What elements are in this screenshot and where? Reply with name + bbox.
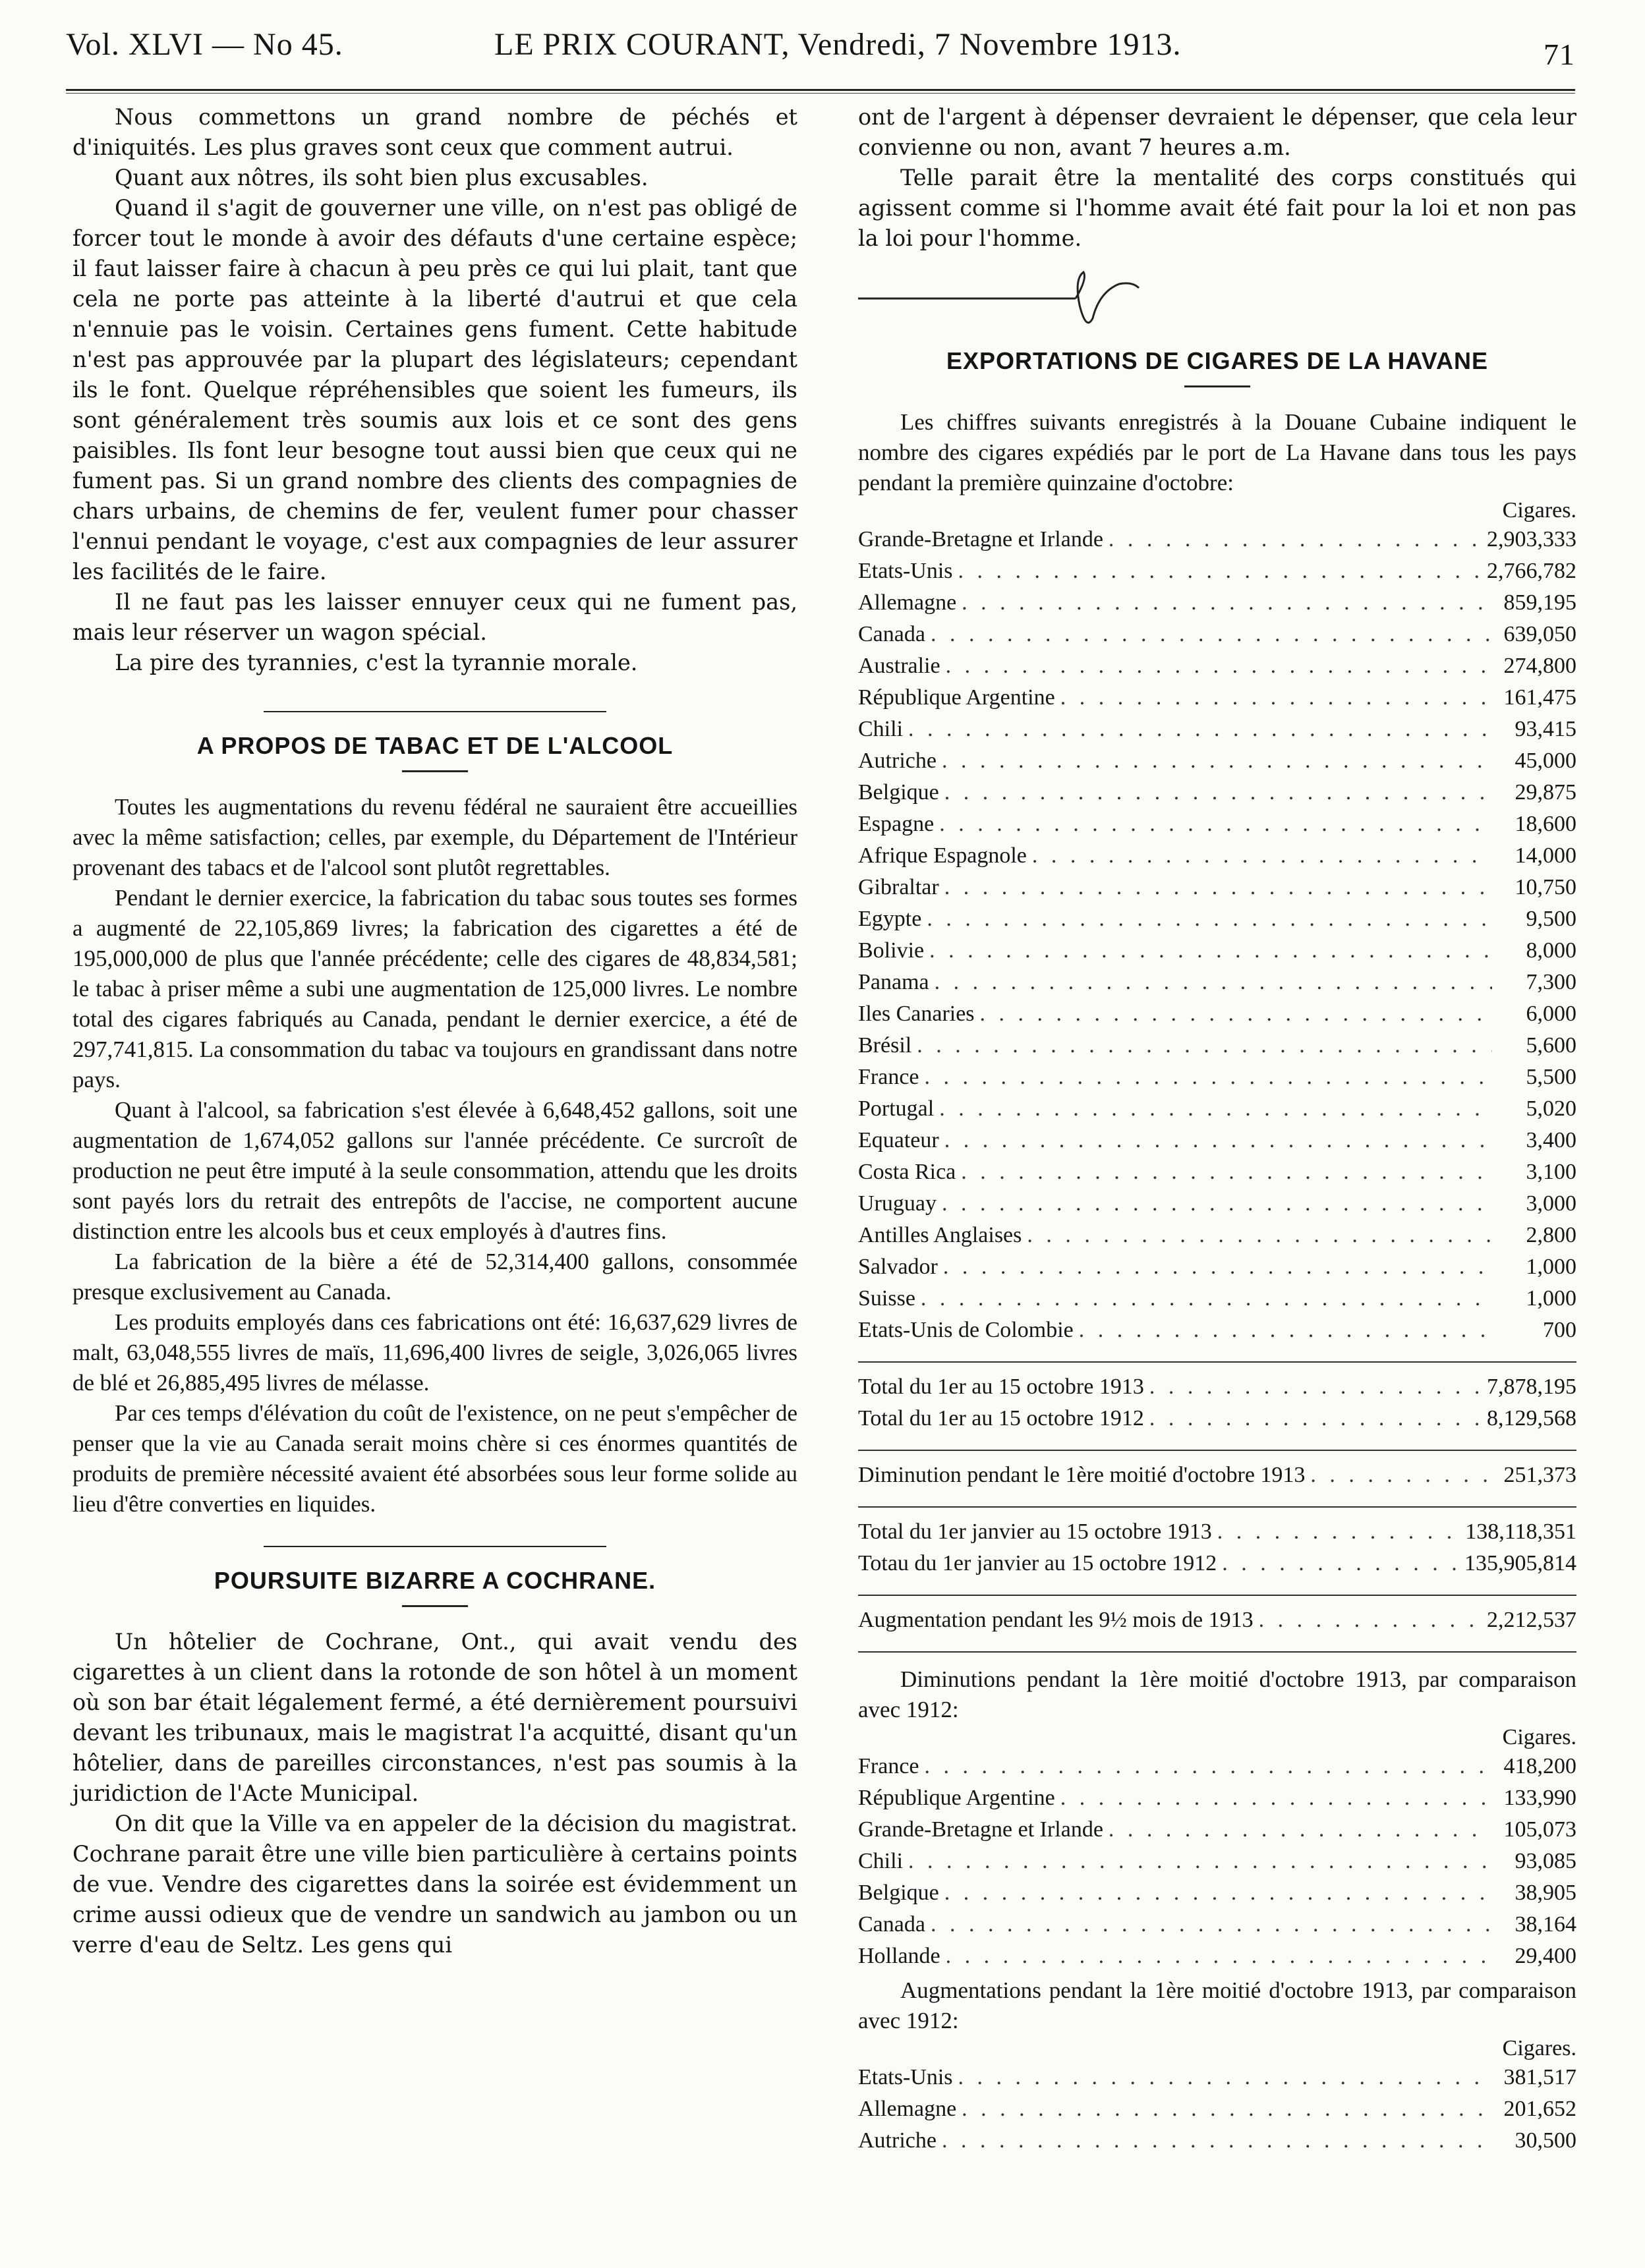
table-row xyxy=(858,590,1576,622)
section-divider xyxy=(264,711,606,712)
row-label: Equateur xyxy=(858,1128,939,1152)
leader-dots xyxy=(939,812,1492,837)
leader-dots xyxy=(944,780,1492,805)
row-value: 45,000 xyxy=(1515,749,1576,773)
leader-dots xyxy=(958,2065,1492,2090)
table-row xyxy=(858,717,1576,749)
table-row xyxy=(858,2128,1576,2160)
leader-dots xyxy=(1027,1223,1492,1248)
row-value: 7,878,195 xyxy=(1487,1375,1576,1399)
exports-table xyxy=(858,498,1576,1349)
row-label: Iles Canaries xyxy=(858,1002,975,1026)
totals-table xyxy=(858,1375,1576,1438)
table-row xyxy=(858,1817,1576,1849)
title-underline xyxy=(1184,385,1250,387)
row-label: Egypte xyxy=(858,907,922,931)
table-row xyxy=(858,1255,1576,1286)
table-row xyxy=(858,907,1576,938)
header-rule xyxy=(66,89,1575,91)
row-value: 2,800 xyxy=(1526,1223,1576,1247)
leader-dots xyxy=(1109,527,1482,552)
row-label: Bolivie xyxy=(858,938,925,963)
leader-dots xyxy=(944,1881,1492,1906)
row-label: Afrique Espagnole xyxy=(858,843,1027,868)
row-value: 38,905 xyxy=(1515,1881,1576,1905)
paragraph: Toutes les augmentations du revenu fédéral ne sauraient être accueillies avec la même satisfaction; celles, par exemple, du Département de l'Intérieur provenant des tabacs et de l'alcool sont plutôt regrettables. xyxy=(72,794,797,880)
paragraph: Il ne faut pas les laisser ennuyer ceux qui ne fument pas, mais leur réserver un wagon spécial. xyxy=(72,589,797,645)
table-row xyxy=(858,1463,1576,1494)
table-row xyxy=(858,1160,1576,1191)
row-value: 14,000 xyxy=(1515,843,1576,868)
table-row xyxy=(858,938,1576,970)
table-rule xyxy=(858,1595,1576,1596)
leader-dots xyxy=(931,1912,1492,1937)
paragraph: Les produits employés dans ces fabrications ont été: 16,637,629 livres de malt, 63,048,555 livres de maïs, 11,696,400 livres de seigle, 3,026,065 livres de blé et 26,885,495 livres de mélasse. xyxy=(72,1309,797,1396)
row-value: 3,400 xyxy=(1526,1128,1576,1152)
row-value: 201,652 xyxy=(1503,2097,1576,2121)
row-value: 859,195 xyxy=(1503,590,1576,615)
leader-dots xyxy=(1060,1786,1492,1811)
paragraph: Quant aux nôtres, ils soht bien plus excusables. xyxy=(115,165,649,190)
leader-dots xyxy=(942,2128,1492,2153)
table-row xyxy=(858,685,1576,717)
leader-dots xyxy=(917,1033,1492,1058)
paragraph: Nous commettons un grand nombre de péchés et d'iniquités. Les plus graves sont ceux que comment autrui. xyxy=(72,104,797,160)
table-row xyxy=(858,1881,1576,1912)
augmentation-table xyxy=(858,1608,1576,1639)
table-row xyxy=(858,875,1576,907)
row-value: 8,129,568 xyxy=(1487,1406,1576,1431)
left-column xyxy=(72,102,797,1960)
leader-dots xyxy=(1149,1375,1482,1400)
augmentations-table xyxy=(858,2036,1576,2160)
paragraph: Les chiffres suivants enregistrés à la Douane Cubaine indiquent le nombre des cigares expédiés par le port de La Havane dans tous les pays pendant la première quinzaine d'octobre: xyxy=(858,409,1576,496)
leader-dots xyxy=(1032,843,1492,868)
table-rule xyxy=(858,1506,1576,1508)
leader-dots xyxy=(962,590,1492,615)
paragraph: Quant à l'alcool, sa fabrication s'est élevée à 6,648,452 gallons, soit une augmentation de 1,674,052 gallons sur l'année précédente. Ce surcroît de production ne peut être imputé à la seule consommation, attendu que les droits sont payés lors du retrait des entrepôts de l'accise, ne comportent aucune distinction entre les alcools bus et ceux employés à d'autres fins. xyxy=(72,1097,797,1244)
table-row xyxy=(858,1375,1576,1406)
table-row xyxy=(858,622,1576,654)
leader-dots xyxy=(1060,685,1492,710)
row-label: Diminution pendant le 1ère moitié d'octobre 1913 xyxy=(858,1463,1306,1487)
paragraph: Par ces temps d'élévation du coût de l'existence, on ne peut s'empêcher de penser que la vie au Canada serait moins chère si ces énormes quantités de produits de première nécessité avaient été absorbées sous leur forme solide au lieu d'être converties en liquides. xyxy=(72,1400,797,1517)
row-value: 5,600 xyxy=(1526,1033,1576,1058)
row-label: France xyxy=(858,1754,919,1778)
leader-dots xyxy=(1149,1406,1482,1431)
row-value: 1,000 xyxy=(1526,1286,1576,1311)
row-label: Chili xyxy=(858,717,904,741)
table-row xyxy=(858,1096,1576,1128)
row-value: 251,373 xyxy=(1503,1463,1576,1487)
table-row xyxy=(858,749,1576,780)
title-underline xyxy=(402,770,468,772)
table-row xyxy=(858,812,1576,843)
table-row xyxy=(858,654,1576,685)
row-value: 639,050 xyxy=(1503,622,1576,646)
intro-article xyxy=(72,102,797,678)
paragraph: Diminutions pendant la 1ère moitié d'octobre 1913, par comparaison avec 1912: xyxy=(858,1666,1576,1722)
table-row xyxy=(858,1002,1576,1033)
table-rule xyxy=(858,1450,1576,1451)
year-totals-table xyxy=(858,1519,1576,1583)
leader-dots xyxy=(931,622,1492,647)
row-value: 3,100 xyxy=(1526,1160,1576,1184)
table-row xyxy=(858,527,1576,559)
row-label: Canada xyxy=(858,1912,925,1937)
row-value: 38,164 xyxy=(1515,1912,1576,1937)
row-label: Panama xyxy=(858,970,929,994)
table-rule xyxy=(858,1651,1576,1653)
row-label: Etats-Unis de Colombie xyxy=(858,1318,1074,1342)
unit-label: Cigares. xyxy=(1502,498,1576,523)
volume-number: Vol. XLVI — No 45. xyxy=(66,27,343,62)
leader-dots xyxy=(908,1849,1492,1874)
row-label: Australie xyxy=(858,654,940,678)
right-column xyxy=(858,102,1576,2160)
leader-dots xyxy=(1259,1608,1482,1633)
leader-dots xyxy=(944,875,1492,900)
row-value: 2,903,333 xyxy=(1487,527,1576,552)
row-value: 133,990 xyxy=(1503,1786,1576,1810)
leader-dots xyxy=(1222,1551,1459,1576)
section-divider xyxy=(264,1546,606,1547)
paragraph: Quand il s'agit de gouverner une ville, on n'est pas obligé de forcer tout le monde à avoir des défauts d'une certaine espèce; il faut laisser faire à chacun à peu près ce qui lui plait, tant que cela ne porte pas atteinte à la liberté d'autrui et que cela n'ennuie pas le voisin. Certaines gens fument. Cette habitude n'est pas approuvée par la plupart des législateurs; cependant ils le font. Quelque répréhensibles que soient les fumeurs, ils sont généralement très soumis aux lois et ce sont des gens paisibles. Ils font leur besogne tout aussi bien que ceux qui ne fument pas. Si un grand nombre des clients des compagnies de chars urbains, de chemins de fer, veulent fumer pour chasser l'ennui pendant le voyage, c'est aux compagnies de leur assurer les facilités de le faire. xyxy=(72,195,797,584)
diminutions-table xyxy=(858,1725,1576,1975)
unit-label: Cigares. xyxy=(1502,1725,1576,1749)
row-label: Autriche xyxy=(858,2128,937,2153)
row-label: République Argentine xyxy=(858,1786,1055,1810)
unit-label: Cigares. xyxy=(1502,2036,1576,2060)
row-label: Totau du 1er janvier au 15 octobre 1912 xyxy=(858,1551,1217,1575)
row-value: 700 xyxy=(1543,1318,1576,1342)
row-label: Gibraltar xyxy=(858,875,939,899)
leader-dots xyxy=(1217,1519,1460,1545)
table-row xyxy=(858,1065,1576,1096)
leader-dots xyxy=(946,1944,1492,1969)
row-label: Total du 1er janvier au 15 octobre 1913 xyxy=(858,1519,1212,1544)
row-value: 18,600 xyxy=(1515,812,1576,836)
table-row xyxy=(858,970,1576,1002)
table-row xyxy=(858,1191,1576,1223)
leader-dots xyxy=(958,559,1482,584)
row-value: 5,020 xyxy=(1526,1096,1576,1121)
row-value: 2,766,782 xyxy=(1487,559,1576,583)
table-row xyxy=(858,780,1576,812)
title-underline xyxy=(402,1605,468,1607)
row-value: 7,300 xyxy=(1526,970,1576,994)
row-label: Chili xyxy=(858,1849,904,1873)
row-label: Grande-Bretagne et Irlande xyxy=(858,527,1103,552)
ornamental-divider xyxy=(858,266,1201,325)
table-row xyxy=(858,1033,1576,1065)
journal-title: LE PRIX COURANT, Vendredi, 7 Novembre 1913. xyxy=(494,27,1182,62)
paragraph: La fabrication de la bière a été de 52,314,400 gallons, consommée presque exclusivement au Canada. xyxy=(72,1249,797,1305)
leader-dots xyxy=(908,717,1492,742)
page-header xyxy=(66,26,1575,92)
row-value: 9,500 xyxy=(1526,907,1576,931)
paragraph: La pire des tyrannies, c'est la tyrannie morale. xyxy=(115,650,638,675)
article-title: POURSUITE BIZARRE A COCHRANE. xyxy=(214,1567,656,1594)
row-label: Allemagne xyxy=(858,2097,957,2121)
table-row xyxy=(858,1406,1576,1438)
row-value: 3,000 xyxy=(1526,1191,1576,1216)
table-row xyxy=(858,1786,1576,1817)
row-label: Antilles Anglaises xyxy=(858,1223,1022,1247)
header-rule-thin xyxy=(66,93,1575,94)
diminution-table xyxy=(858,1463,1576,1494)
row-value: 1,000 xyxy=(1526,1255,1576,1279)
row-label: Suisse xyxy=(858,1286,915,1311)
row-label: Espagne xyxy=(858,812,935,836)
leader-dots xyxy=(935,970,1492,995)
paragraph: ont de l'argent à dépenser devraient le dépenser, que cela leur convienne ou non, avant 7 heures a.m. xyxy=(858,104,1576,160)
article-title: A PROPOS DE TABAC ET DE L'ALCOOL xyxy=(196,732,674,759)
leader-dots xyxy=(946,654,1492,679)
table-row xyxy=(858,1286,1576,1318)
row-value: 381,517 xyxy=(1503,2065,1576,2089)
cochrane-article xyxy=(72,1627,797,1960)
table-row xyxy=(858,2097,1576,2128)
leader-dots xyxy=(942,1191,1492,1216)
leader-dots xyxy=(1079,1318,1492,1343)
table-row xyxy=(858,1608,1576,1639)
article-title: EXPORTATIONS DE CIGARES DE LA HAVANE xyxy=(946,347,1489,374)
leader-dots xyxy=(961,1160,1492,1185)
row-label: Total du 1er au 15 octobre 1913 xyxy=(858,1375,1144,1399)
leader-dots xyxy=(1109,1817,1492,1842)
row-label: Allemagne xyxy=(858,590,957,615)
row-value: 8,000 xyxy=(1526,938,1576,963)
row-label: Etats-Unis xyxy=(858,2065,953,2089)
row-value: 161,475 xyxy=(1503,685,1576,710)
row-label: Total du 1er au 15 octobre 1912 xyxy=(858,1406,1144,1431)
leader-dots xyxy=(927,907,1492,932)
row-value: 418,200 xyxy=(1503,1754,1576,1778)
leader-dots xyxy=(943,1255,1492,1280)
row-value: 105,073 xyxy=(1503,1817,1576,1842)
paragraph: On dit que la Ville va en appeler de la décision du magistrat. Cochrane parait être une ville bien particulière à certains points de vue. Vendre des cigarettes dans la soirée est évidemment un crime aussi odieux que de vendre un sandwich au jambon ou un verre d'eau de Seltz. Les gens qui xyxy=(72,1811,797,1958)
table-row xyxy=(858,1754,1576,1786)
row-label: République Argentine xyxy=(858,685,1055,710)
leader-dots xyxy=(980,1002,1492,1027)
row-value: 10,750 xyxy=(1515,875,1576,899)
row-label: Autriche xyxy=(858,749,937,773)
paragraph: Pendant le dernier exercice, la fabrication du tabac sous toutes ses formes a augmenté de 22,105,869 livres; la fabrication des cigarettes a été de 195,000,000 de plus que l'année précédente; celle des cigares de 48,834,581; le tabac à priser même a subi une augmentation de 125,000 livres. Le nombre total des cigares fabriqués au Canada, pendant le dernier exercice, a été de 297,741,815. La consommation du tabac va toujours en grandissant dans notre pays. xyxy=(72,885,797,1092)
table-row xyxy=(858,1519,1576,1551)
row-value: 274,800 xyxy=(1503,654,1576,678)
row-label: Augmentation pendant les 9½ mois de 1913 xyxy=(858,1608,1254,1632)
leader-dots xyxy=(1310,1463,1492,1488)
table-row xyxy=(858,1551,1576,1583)
row-label: France xyxy=(858,1065,919,1089)
row-value: 93,085 xyxy=(1515,1849,1576,1873)
tabac-alcool-article xyxy=(72,792,797,1519)
row-value: 5,500 xyxy=(1526,1065,1576,1089)
page-number: 71 xyxy=(1544,38,1575,71)
table-row xyxy=(858,1318,1576,1349)
paragraph: Telle parait être la mentalité des corps constitués qui agissent comme si l'homme avait été fait pour la loi et non pas la loi pour l'homme. xyxy=(858,165,1576,251)
table-row xyxy=(858,843,1576,875)
row-value: 135,905,814 xyxy=(1464,1551,1576,1575)
row-label: Etats-Unis xyxy=(858,559,953,583)
leader-dots xyxy=(921,1286,1492,1311)
leader-dots xyxy=(929,938,1492,963)
row-label: Uruguay xyxy=(858,1191,937,1216)
row-value: 93,415 xyxy=(1515,717,1576,741)
leader-dots xyxy=(944,1128,1492,1153)
row-label: Belgique xyxy=(858,780,939,805)
table-row xyxy=(858,559,1576,590)
paragraph: Un hôtelier de Cochrane, Ont., qui avait vendu des cigarettes à un client dans la rotonde de son hôtel à un moment où son bar était légalement fermé, a été dernièrement poursuivi devant les tribunaux, mais le magistrat l'a acquitté, disant qu'un hôtelier, dans de pareilles circonstances, n'est pas soumis à la juridiction de l'Acte Municipal. xyxy=(72,1629,797,1806)
row-value: 30,500 xyxy=(1515,2128,1576,2153)
row-label: Salvador xyxy=(858,1255,938,1279)
row-label: Brésil xyxy=(858,1033,912,1058)
table-row xyxy=(858,1944,1576,1975)
row-value: 6,000 xyxy=(1526,1002,1576,1026)
table-row xyxy=(858,1223,1576,1255)
row-value: 29,875 xyxy=(1515,780,1576,805)
leader-dots xyxy=(925,1065,1492,1090)
table-row xyxy=(858,1128,1576,1160)
table-row xyxy=(858,1912,1576,1944)
row-value: 138,118,351 xyxy=(1465,1519,1576,1544)
table-row xyxy=(858,1849,1576,1881)
row-label: Belgique xyxy=(858,1881,939,1905)
table-row xyxy=(858,2065,1576,2097)
leader-dots xyxy=(925,1754,1492,1779)
row-value: 29,400 xyxy=(1515,1944,1576,1968)
leader-dots xyxy=(942,749,1492,774)
row-label: Grande-Bretagne et Irlande xyxy=(858,1817,1103,1842)
row-label: Hollande xyxy=(858,1944,940,1968)
row-label: Canada xyxy=(858,622,925,646)
row-label: Costa Rica xyxy=(858,1160,956,1184)
row-value: 2,212,537 xyxy=(1487,1608,1576,1632)
table-rule xyxy=(858,1361,1576,1363)
leader-dots xyxy=(939,1096,1492,1121)
paragraph: Augmentations pendant la 1ère moitié d'octobre 1913, par comparaison avec 1912: xyxy=(858,1977,1576,2033)
row-label: Portugal xyxy=(858,1096,935,1121)
leader-dots xyxy=(962,2097,1492,2122)
